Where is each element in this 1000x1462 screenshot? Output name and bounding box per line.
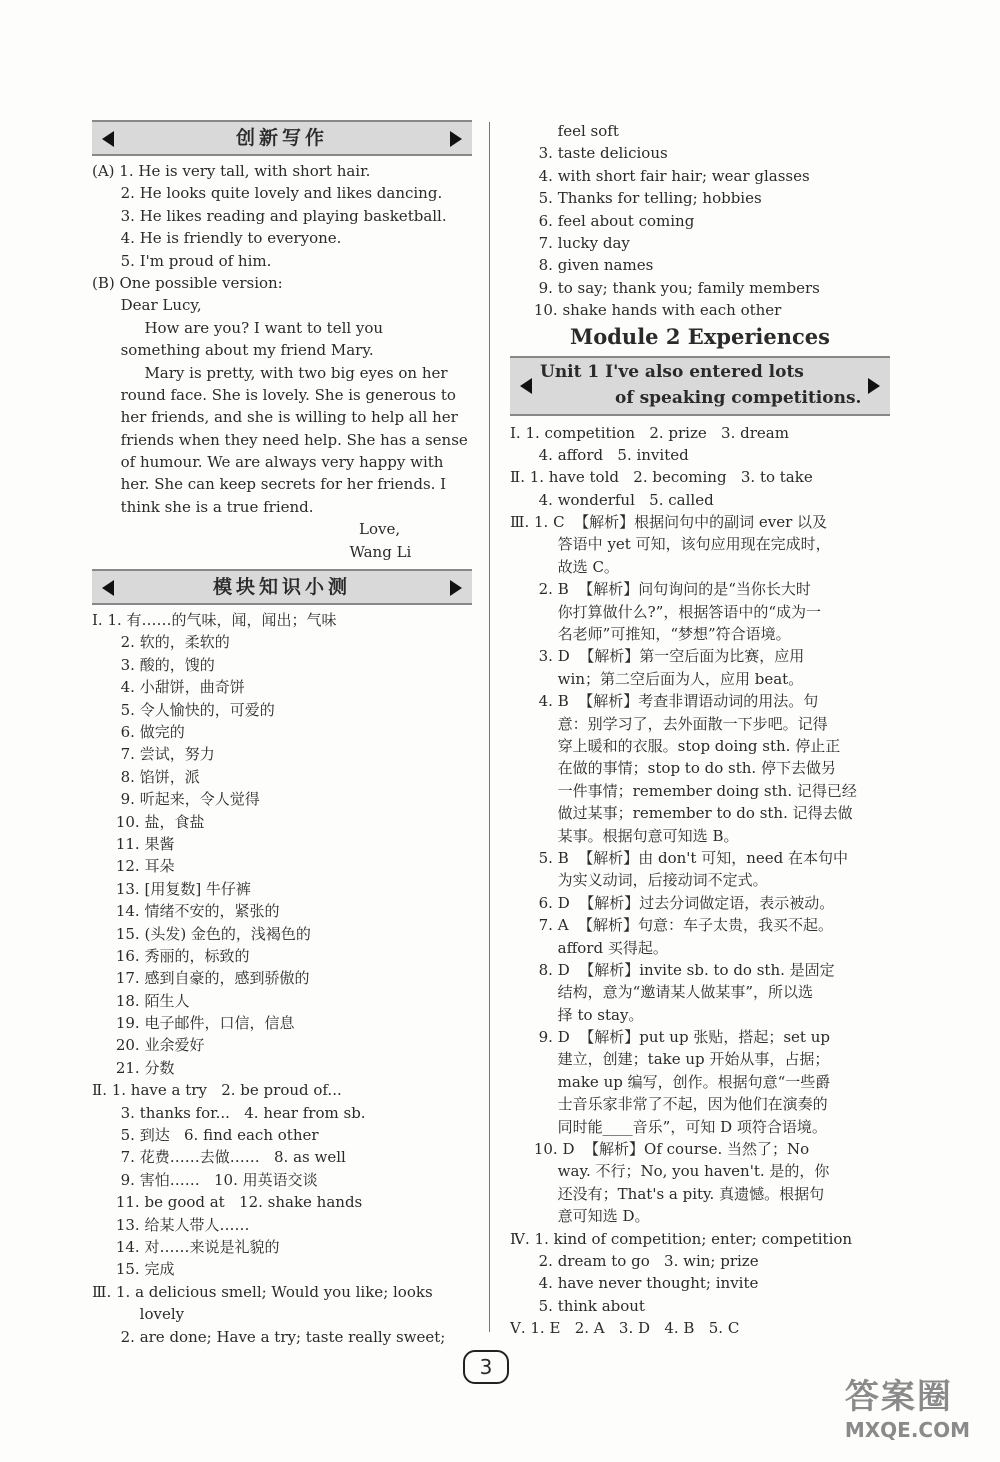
answer-line: 8. 馅饼，派 bbox=[92, 767, 200, 786]
column-divider bbox=[489, 122, 490, 1332]
answer-line: 4. have never thought; invite bbox=[510, 1274, 759, 1293]
answer-line: friends when they need help. She has a sense bbox=[92, 430, 468, 449]
answer-line: 某事。根据句意可知选 B。 bbox=[510, 826, 739, 845]
answer-line: 故选 C。 bbox=[510, 557, 619, 576]
left-arrow-icon bbox=[102, 131, 114, 147]
answer-line: 3. taste delicious bbox=[510, 144, 668, 163]
answer-line: Wang Li bbox=[92, 542, 412, 561]
answer-line: 10. D 【解析】Of course. 当然了；No bbox=[510, 1140, 810, 1159]
unit-answers bbox=[510, 422, 890, 1340]
section-title: 模块知识小测 bbox=[212, 576, 351, 599]
answer-line: her friends, and she is willing to help all her bbox=[92, 408, 458, 427]
right-arrow-icon bbox=[450, 580, 462, 596]
answer-line: 同时能____音乐”，可知 D 项符合语境。 bbox=[510, 1117, 827, 1136]
answer-line: 11. be good at 12. shake hands bbox=[92, 1193, 363, 1212]
answer-line: 5. Thanks for telling; hobbies bbox=[510, 189, 762, 208]
answer-line: 18. 陌生人 bbox=[92, 991, 190, 1010]
answer-line: 2. He looks quite lovely and likes dancing. bbox=[92, 184, 443, 203]
answer-line: 9. D 【解析】put up 张贴，搭起；set up bbox=[510, 1028, 830, 1047]
answer-line: 7. 花费……去做…… 8. as well bbox=[92, 1148, 346, 1167]
section-banner-writing bbox=[92, 120, 472, 156]
answer-line: 4. afford 5. invited bbox=[510, 445, 689, 464]
answer-line: round face. She is lovely. She is generous to bbox=[92, 385, 456, 404]
answer-line: 2. B 【解析】问句询问的是“当你长大时 bbox=[510, 580, 811, 599]
answer-line: think she is a true friend. bbox=[92, 497, 314, 516]
answer-line: 结构，意为“邀请某人做某事”，所以选 bbox=[510, 983, 814, 1002]
answer-line: 4. He is friendly to everyone. bbox=[92, 229, 342, 248]
answer-line: 10. shake hands with each other bbox=[510, 301, 782, 320]
answer-line: 5. I'm proud of him. bbox=[92, 251, 272, 270]
answer-line: 择 to stay。 bbox=[510, 1005, 644, 1024]
answer-line: 4. with short fair hair; wear glasses bbox=[510, 166, 810, 185]
left-column bbox=[92, 118, 472, 1348]
answer-line: Ⅴ. 1. E 2. A 3. D 4. B 5. C bbox=[510, 1319, 740, 1338]
answer-line: 15. 完成 bbox=[92, 1260, 175, 1279]
answer-line: 4. B 【解析】考查非谓语动词的用法。句 bbox=[510, 692, 819, 711]
left-arrow-icon bbox=[520, 378, 532, 394]
answer-line: 4. wonderful 5. called bbox=[510, 490, 714, 509]
answer-line: 8. given names bbox=[510, 256, 654, 275]
answer-line: 12. 耳朵 bbox=[92, 857, 175, 876]
answer-line: 16. 秀丽的，标致的 bbox=[92, 946, 250, 965]
answer-line: 11. 果酱 bbox=[92, 834, 175, 853]
answer-line: 20. 业余爱好 bbox=[92, 1036, 205, 1055]
answer-line: How are you? I want to tell you bbox=[92, 318, 384, 337]
answer-line: Ⅳ. 1. kind of competition; enter; competition bbox=[510, 1229, 853, 1248]
page-number: 3 bbox=[463, 1350, 509, 1384]
answer-line: 10. 盐，食盐 bbox=[92, 812, 205, 831]
right-arrow-icon bbox=[450, 131, 462, 147]
watermark bbox=[845, 1369, 970, 1442]
answer-line: 13. 给某人带人…… bbox=[92, 1215, 250, 1234]
answer-line: 在做的事情；stop to do sth. 停下去做另 bbox=[510, 759, 836, 778]
answer-line: 14. 情绪不安的，紧张的 bbox=[92, 902, 280, 921]
answer-line: feel soft bbox=[510, 122, 619, 140]
answer-line: 穿上暖和的衣服。stop doing sth. 停止正 bbox=[510, 736, 841, 755]
module-title: Module 2 Experiences bbox=[570, 323, 830, 349]
watermark-logo-text: 答案圈 bbox=[844, 1377, 953, 1417]
section-banner-quiz bbox=[92, 569, 472, 605]
answer-line: 2. dream to go 3. win; prize bbox=[510, 1251, 759, 1270]
answer-line: 一件事情；remember doing sth. 记得已经 bbox=[510, 781, 857, 800]
answer-line: 建立，创建；take up 开始从事，占据； bbox=[510, 1050, 830, 1069]
answer-line: Dear Lucy, bbox=[92, 296, 202, 315]
writing-answers bbox=[92, 160, 472, 563]
answer-line: 7. lucky day bbox=[510, 233, 630, 252]
answer-line: of humour. We are always very happy with bbox=[92, 453, 444, 472]
answer-line: 答语中 yet 可知，该句应用现在完成时， bbox=[510, 535, 831, 554]
answer-line: 5. 令人愉快的，可爱的 bbox=[92, 700, 275, 719]
answer-line: 6. feel about coming bbox=[510, 211, 695, 230]
continued-answers bbox=[510, 120, 890, 322]
unit-title-line2: of speaking competitions. bbox=[615, 387, 862, 408]
answer-line: something about my friend Mary. bbox=[92, 341, 374, 360]
answer-line: 9. to say; thank you; family members bbox=[510, 278, 820, 297]
answer-line: 6. 做完的 bbox=[92, 722, 185, 741]
right-arrow-icon bbox=[868, 378, 880, 394]
watermark-url: MXQE.COM bbox=[844, 1418, 970, 1442]
answer-line: her. She can keep secrets for her friends. I bbox=[92, 475, 447, 494]
answer-line: way. 不行；No, you haven't. 是的，你 bbox=[510, 1162, 830, 1181]
answer-line: 你打算做什么?”，根据答语中的“成为一 bbox=[510, 602, 822, 621]
answer-line: 7. 尝试，努力 bbox=[92, 745, 215, 764]
answer-line: 13. [用复数] 牛仔裤 bbox=[92, 879, 251, 898]
answer-line: Ⅲ. 1. a delicious smell; Would you like; looks bbox=[92, 1282, 433, 1301]
answer-line: 3. He likes reading and playing basketball. bbox=[92, 206, 447, 225]
answer-line: 还没有；That's a pity. 真遗憾。根据句 bbox=[510, 1184, 825, 1203]
answer-line: Ⅱ. 1. have told 2. becoming 3. to take bbox=[510, 468, 813, 487]
answer-line: (B) One possible version: bbox=[92, 273, 283, 292]
answer-line: 2. are done; Have a try; taste really sweet; bbox=[92, 1327, 446, 1346]
answer-line: win；第二空后面为人，应用 beat。 bbox=[510, 669, 804, 688]
answer-line: 意可知选 D。 bbox=[510, 1207, 650, 1226]
answer-line: 2. 软的，柔软的 bbox=[92, 633, 230, 652]
answer-line: 意：别学习了，去外面散一下步吧。记得 bbox=[510, 714, 828, 733]
unit-title-line1: Unit 1 I've also entered lots bbox=[540, 361, 804, 382]
answer-line: 21. 分数 bbox=[92, 1058, 175, 1077]
answer-line: 5. B 【解析】由 don't 可知，need 在本句中 bbox=[510, 848, 849, 867]
answer-line: 19. 电子邮件，口信，信息 bbox=[92, 1014, 295, 1033]
quiz-answers bbox=[92, 609, 472, 1348]
answer-line: Love, bbox=[92, 520, 401, 539]
answer-line: 17. 感到自豪的，感到骄傲的 bbox=[92, 969, 310, 988]
answer-line: 4. 小甜饼，曲奇饼 bbox=[92, 678, 245, 697]
answer-line: Ⅱ. 1. have a try 2. be proud of... bbox=[92, 1081, 342, 1100]
answer-line: Ⅲ. 1. C 【解析】根据问句中的副词 ever 以及 bbox=[510, 513, 828, 532]
left-arrow-icon bbox=[102, 580, 114, 596]
answer-line: 5. 到达 6. find each other bbox=[92, 1126, 319, 1145]
answer-line: 9. 听起来，令人觉得 bbox=[92, 790, 260, 809]
answer-line: 为实义动词，后接动词不定式。 bbox=[510, 871, 768, 890]
answer-line: 5. think about bbox=[510, 1296, 645, 1315]
section-title: 创新写作 bbox=[235, 127, 328, 149]
answer-line: 3. thanks for... 4. hear from sb. bbox=[92, 1103, 366, 1122]
answer-line: make up 编写，创作。根据句意“一些爵 bbox=[510, 1072, 831, 1091]
answer-line: Ⅰ. 1. 有……的气味，闻，闻出；气味 bbox=[92, 611, 337, 630]
answer-line: lovely bbox=[92, 1305, 185, 1324]
answer-line: 9. 害怕…… 10. 用英语交谈 bbox=[92, 1170, 318, 1189]
answer-line: 6. D 【解析】过去分词做定语，表示被动。 bbox=[510, 893, 835, 912]
answer-line: 14. 对……来说是礼貌的 bbox=[92, 1237, 280, 1256]
right-column bbox=[510, 120, 890, 1340]
answer-line: 士音乐家非常了不起，因为他们在演奏的 bbox=[510, 1095, 828, 1114]
answer-line: 7. A 【解析】句意：车子太贵，我买不起。 bbox=[510, 916, 834, 935]
answer-line: Mary is pretty, with two big eyes on her bbox=[92, 363, 448, 382]
answer-line: 3. D 【解析】第一空后面为比赛，应用 bbox=[510, 647, 805, 666]
answer-line: Ⅰ. 1. competition 2. prize 3. dream bbox=[510, 423, 789, 442]
answer-line: 3. 酸的，馊的 bbox=[92, 655, 215, 674]
answer-line: 名老师”可推知，“梦想”符合语境。 bbox=[510, 625, 791, 644]
answer-line: (A) 1. He is very tall, with short hair. bbox=[92, 162, 371, 180]
unit-banner bbox=[510, 356, 890, 416]
answer-line: 8. D 【解析】invite sb. to do sth. 是固定 bbox=[510, 960, 835, 979]
answer-line: 做过某事；remember to do sth. 记得去做 bbox=[510, 804, 853, 823]
answer-line: 15. (头发) 金色的，浅褐色的 bbox=[92, 924, 311, 943]
answer-line: afford 买得起。 bbox=[510, 938, 668, 957]
